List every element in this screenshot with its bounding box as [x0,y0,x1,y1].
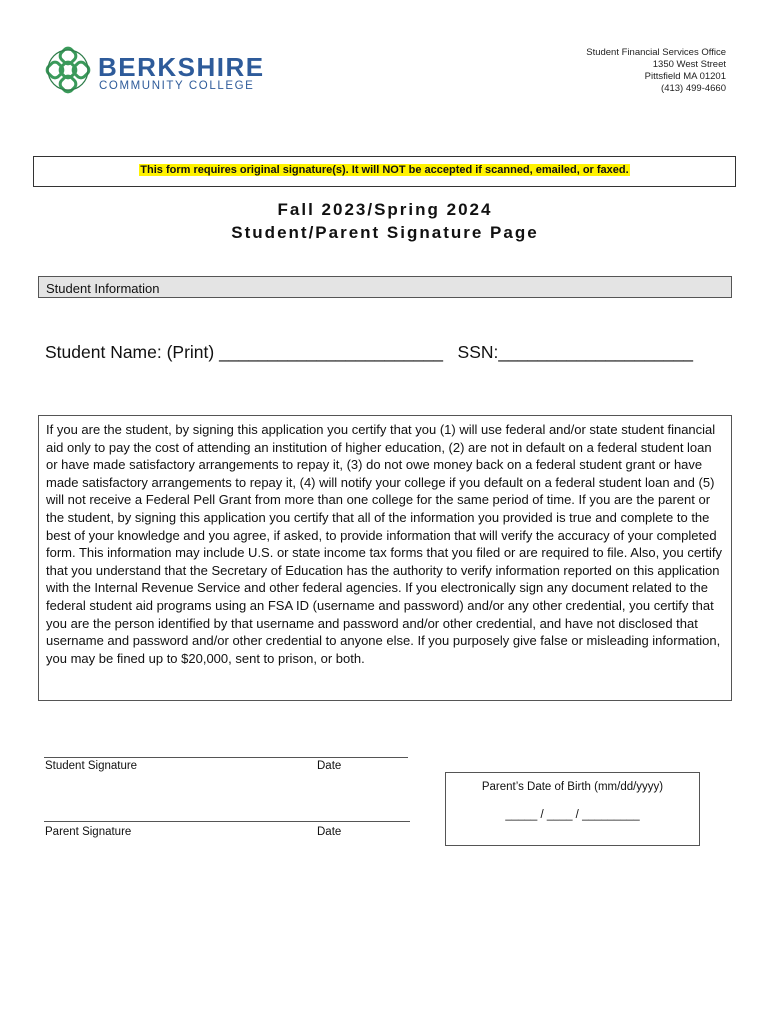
address-line: Student Financial Services Office [586,47,726,58]
logo-subtitle: COMMUNITY COLLEGE [99,80,255,92]
student-signature-line[interactable] [44,757,408,758]
form-term-title: Fall 2023/Spring 2024 [277,200,493,219]
section-label: Student Information [46,281,160,296]
logo-name: BERKSHIRE [98,52,265,82]
original-signature-notice [33,156,736,187]
college-logo [44,46,269,101]
section-header [38,276,732,298]
celtic-knot-logo-icon [44,46,96,98]
certification-box [38,415,732,701]
address-line: 1350 West Street [652,59,726,70]
parent-signature-label: Parent Signature [45,826,132,838]
parent-date-label: Date [317,826,342,838]
dob-field[interactable]: _____ / ____ / _________ [505,809,640,821]
address-line: Pittsfield MA 01201 [644,71,726,82]
dob-label: Parent’s Date of Birth (mm/dd/yyyy) [481,781,664,793]
certification-text: If you are the student, by signing this application you certify that you (1) will use federal and/or state student financial aid only to pay the cost of attending an institution of higher education, (2) are not in default on a federal student loan or have made satisfactory arrangements to repay it, (3) do not owe money back on a federal student grant or have made satisfactory arrangements to repay it, (4) will notify your college if you default on a federal student loan and (5) will not receive a Federal Pell Grant from more than one college for the same period of time. If you are the parent or the student, by signing this application you certify that all of the information you provided is true and complete to the best of your knowledge and you agree, if asked, to provide information that will verify the accuracy of your completed form. This information may include U.S. or state income tax forms that you filed or are required to file. Also, you certify that you understand that the Secretary of Education has the authority to verify information reported on this application with the Internal Revenue Service and other federal agencies. If you electronically sign any document related to the federal student aid programs using an FSA ID (username and password) and/or any other credential, you certify that you are the person identified by that username and password and/or other credential, and have not disclosed that username and password and/or other credential to anyone else. If you purposely give false or misleading information, you may be fined up to $20,000, sent to prison, or both. [46,422,723,666]
student-signature-label: Student Signature [45,760,138,772]
parent-signature-line[interactable] [44,821,410,822]
office-address [586,47,726,95]
form-title: Student/Parent Signature Page [231,223,539,242]
student-name-ssn-line[interactable]: Student Name: (Print) _______________________ SSN:____________________ [45,342,694,362]
student-date-label: Date [317,760,342,772]
address-line: (413) 499-4660 [661,83,726,94]
notice-text: This form requires original signature(s). It will NOT be accepted if scanned, emailed, or faxed. [140,164,629,176]
parent-dob-box [445,772,700,846]
